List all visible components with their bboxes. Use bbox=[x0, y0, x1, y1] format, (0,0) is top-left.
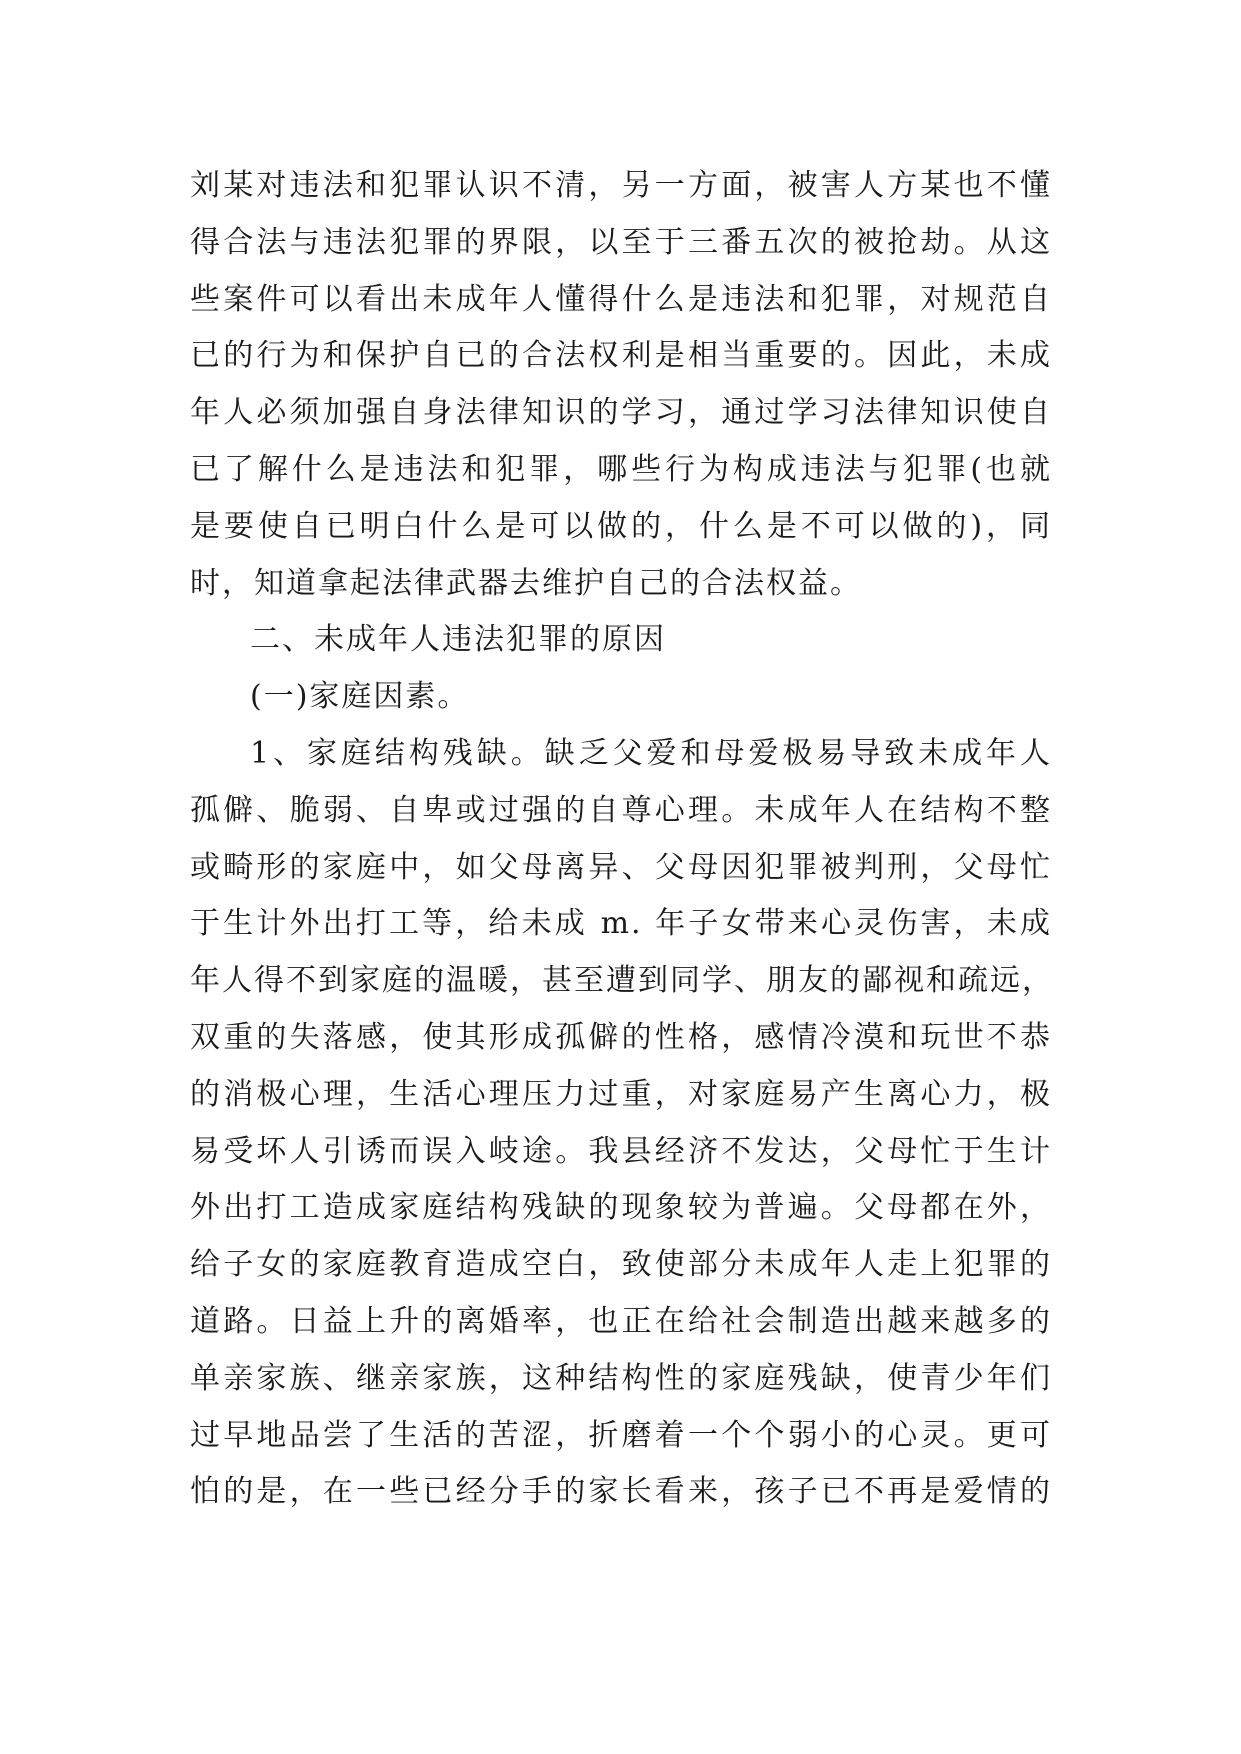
text-line: 已了解什么是违法和犯罪，哪些行为构成违法与犯罪(也就 bbox=[190, 451, 1052, 487]
text-line: 外出打工造成家庭结构残缺的现象较为普遍。父母都在外， bbox=[190, 1190, 1052, 1226]
text-line: 得合法与违法犯罪的界限，以至于三番五次的被抢劫。从这 bbox=[190, 224, 1052, 260]
text-line: 过早地品尝了生活的苦涩，折磨着一个个弱小的心灵。更可 bbox=[190, 1417, 1052, 1453]
text-line: 刘某对违法和犯罪认识不清，另一方面，被害人方某也不懂 bbox=[190, 168, 1052, 203]
subsection-heading: (一)家庭因素。 bbox=[250, 679, 470, 715]
text-line: 孤僻、脆弱、自卑或过强的自尊心理。未成年人在结构不整 bbox=[190, 792, 1052, 828]
text-line: 时，知道拿起法律武器去维护自己的合法权益。 bbox=[190, 565, 862, 601]
text-line: 年人得不到家庭的温暖，甚至遭到同学、朋友的鄙视和疏远， bbox=[190, 963, 1054, 999]
text-line: 年人必须加强自身法律知识的学习，通过学习法律知识使自 bbox=[190, 395, 1052, 431]
text-line: 或畸形的家庭中，如父母离异、父母因犯罪被判刑，父母忙 bbox=[190, 849, 1052, 885]
text-line: 些案件可以看出未成年人懂得什么是违法和犯罪，对规范自 bbox=[190, 281, 1052, 317]
text-line: 易受坏人引诱而误入岐途。我县经济不发达，父母忙于生计 bbox=[190, 1133, 1052, 1169]
text-line: 双重的失落感，使其形成孤僻的性格，感情冷漠和玩世不恭 bbox=[190, 1019, 1052, 1055]
text-line: 是要使自已明白什么是可以做的，什么是不可以做的)，同 bbox=[190, 508, 1052, 544]
body-text bbox=[190, 158, 1052, 1521]
text-line: 单亲家族、继亲家族，这种结构性的家庭残缺，使青少年们 bbox=[190, 1360, 1052, 1396]
section-heading: 二、未成年人违法犯罪的原因 bbox=[250, 622, 666, 658]
text-line: 于生计外出打工等，给未成 m. 年子女带来心灵伤害，未成 bbox=[190, 906, 1052, 942]
text-line: 道路。日益上升的离婚率，也正在给社会制造出越来越多的 bbox=[190, 1303, 1052, 1339]
text-line: 的消极心理，生活心理压力过重，对家庭易产生离心力，极 bbox=[190, 1076, 1052, 1112]
text-line: 怕的是，在一些已经分手的家长看来，孩子已不再是爱情的 bbox=[190, 1474, 1052, 1510]
text-line: 给子女的家庭教育造成空白，致使部分未成年人走上犯罪的 bbox=[190, 1247, 1052, 1283]
text-line: 已的行为和保护自已的合法权利是相当重要的。因此，未成 bbox=[190, 338, 1052, 374]
text-line: 1、家庭结构残缺。缺乏父爱和母爱极易导致未成年人 bbox=[250, 735, 1052, 771]
